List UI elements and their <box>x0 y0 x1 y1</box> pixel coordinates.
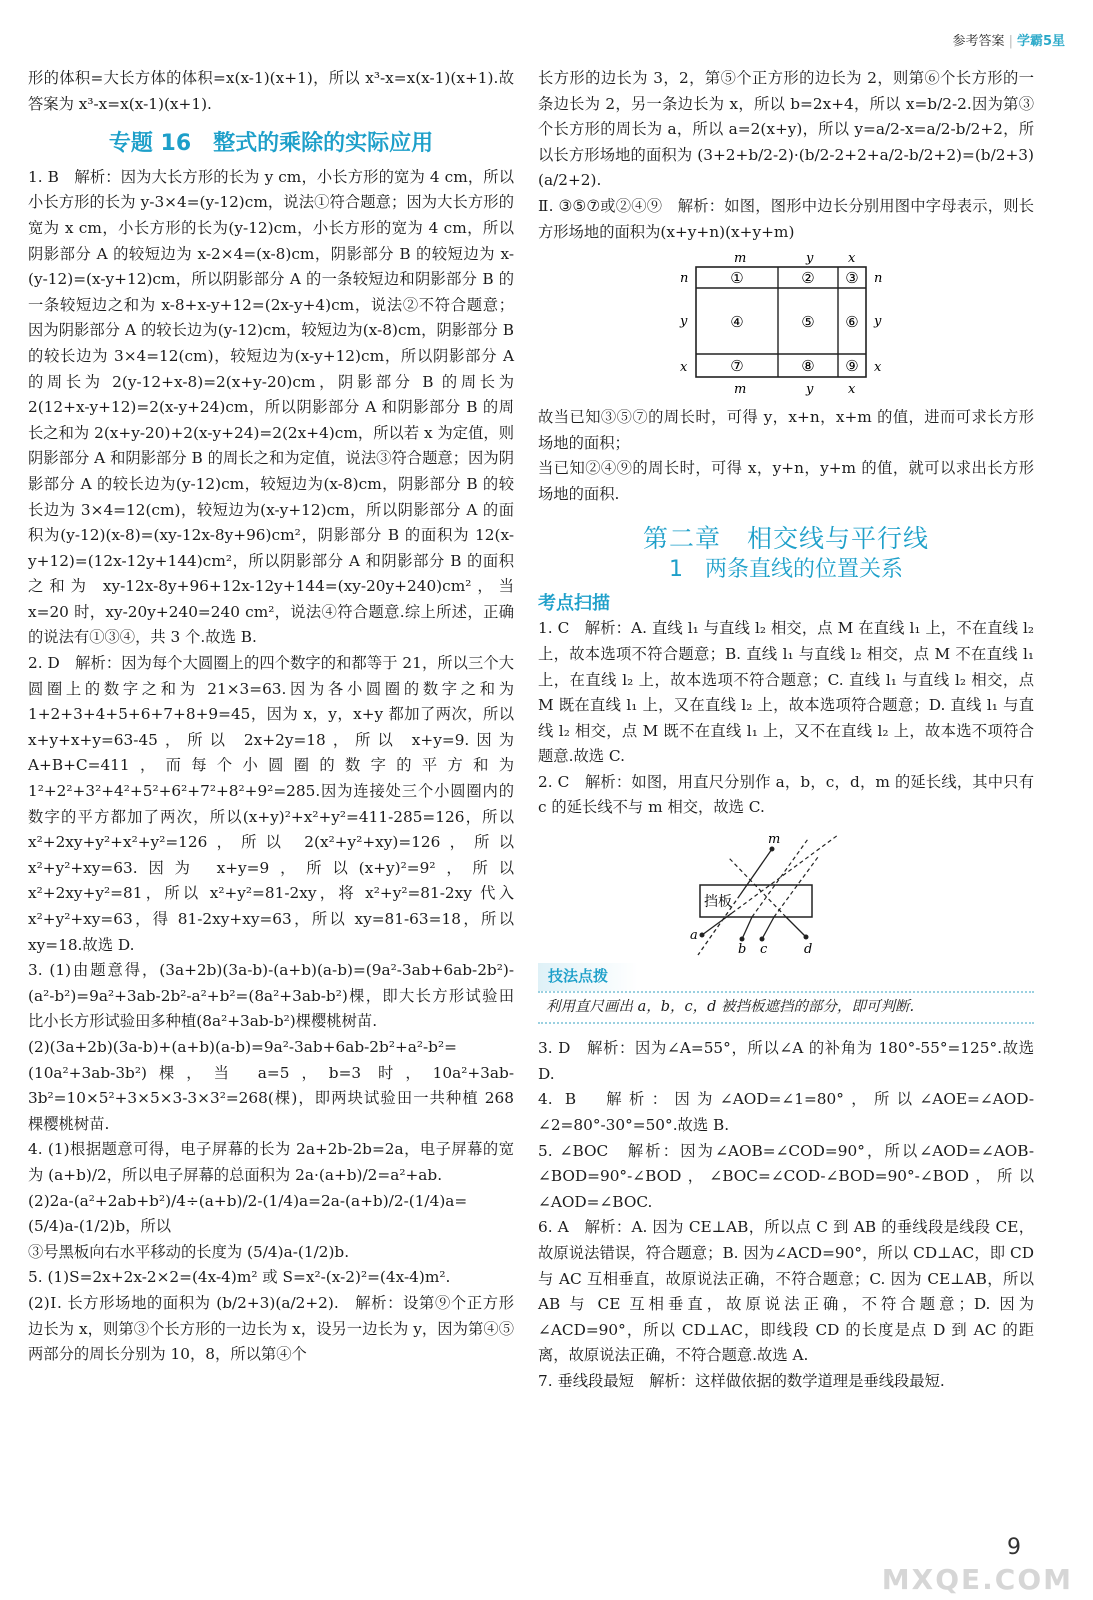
grid-figure <box>666 251 906 397</box>
grid-bottom-m: m <box>734 382 747 398</box>
grid-right-x: x <box>874 360 882 376</box>
answer-5-part-2: (2)Ⅰ. 长方形场地的面积为 (b/2+3)(a/2+2). 解析：设第⑨个正方形边长为 x，则第③个长方形的一边长为 x，设另一边长为 y，因为第④⑤两部分的周长分别为 10，8，所以第④个 <box>28 1293 514 1364</box>
chapter-title: 第二章 相交线与平行线 <box>642 523 929 553</box>
exam-points-heading: 考点扫描 <box>538 592 610 614</box>
fig-label-m: m <box>768 832 781 848</box>
technique-tip <box>538 963 1034 1024</box>
answer-r5: 5. ∠BOC 解析：因为∠AOB=∠COD=90°，所以∠AOD=∠AOB-∠BOD=90°-∠BOD，∠BOC=∠COD-∠BOD=90°-∠BOD，所以∠AOD=∠BOC. <box>538 1141 1034 1211</box>
intro-text: 形的体积=大长方体的体积=x(x-1)(x+1)，所以 x³-x=x(x-1)(x+1).故答案为 x³-x=x(x-1)(x+1). <box>28 69 514 113</box>
answer-2: 2. D 解析：因为每个大圆圈上的四个数字的和都等于 21，所以三个大圆圈上的数字之和为 21×3=63.因为各小圆圈的数字之和为 1+2+3+4+5+6+7+8+9=45，因为 x，y，x+y 都加了两次，所以 x+y+x+y=63-45，所以 2x+2y=18，所以 x+y=9.因为 A+B+C=411，而每个小圆圈的数字的平方和为 1²+2²+3²+4²+5²+6²+7²+8²+9²=285.因为连接处三个小圆圈内的数字的平方都加了两次，所以(x+y)²+x²+y²=411-285=126，所以 x²+2xy+y²+x²+y²=126，所以 2(x²+y²+xy)=126，所以 x²+y²+xy=63.因为 x+y=9，所以(x+y)²=9²，所以 x²+2xy+y²=81，所以 x²+y²=81-2xy，将 x²+y²=81-2xy 代入 x²+y²+xy=63，得 81-2xy+xy=63，所以 xy=81-63=18，所以 xy=18.故选 D. <box>28 654 514 954</box>
grid-left-x: x <box>680 360 688 376</box>
grid-cell-5: ⑤ <box>801 313 815 332</box>
grid-cell-7: ⑦ <box>730 357 744 376</box>
baffle-figure <box>688 827 868 957</box>
answer-5-part-II: Ⅱ. ③⑤⑦或②④⑨ 解析：如图，图形中边长分别用图中字母表示，则长方形场地的面积为(x+y+n)(x+y+m) <box>538 196 1034 241</box>
answer-5-part-1: 5. (1)S=2x+2x-2×2=(4x-4)m² 或 S=x²-(x-2)²=(4x-4)m². <box>28 1268 451 1287</box>
answer-5-continued: 长方形的边长为 3，2，第⑤个正方形的边长为 2，则第⑥个长方形的一条边长为 2，另一条边长为 x，所以 b=2x+4，所以 x=b/2-2.因为第③个长方形的周长为 a，所以 a=2(x+y)，所以 y=a/2-x=a/2-b/2+2，所以长方形场地的面积为 (3+2+b/2-2)·(b/2-2+2+a/2-b/2+2)=(b/2+3)(a/2+2). <box>538 69 1034 190</box>
answer-r2: 2. C 解析：如图，用直尺分别作 a，b，c，d，m 的延长线，其中只有 c 的延长线不与 m 相交，故选 C. <box>538 772 1034 817</box>
grid-left-y: y <box>680 314 688 330</box>
answer-r7: 7. 垂线段最短 解析：这样做依据的数学道理是垂线段最短. <box>538 1371 945 1390</box>
baffle-label: 挡板 <box>704 894 732 911</box>
grid-cell-3: ③ <box>845 269 859 288</box>
answer-3-part-1: 3. (1)由题意得，(3a+2b)(3a-b)-(a+b)(a-b)=(9a²-3ab+6ab-2b²)-(a²-b²)=9a²+3ab-2b²-a²+b²=(8a²+3ab-b²)棵，即大长方形试验田比小长方形试验田多种植(8a²+3ab-b²)棵樱桃树苗. <box>28 961 514 1031</box>
header-label: 参考答案 <box>952 34 1005 49</box>
left-column <box>28 66 514 1368</box>
fig-label-b: b <box>738 942 747 958</box>
page-header <box>953 30 1065 49</box>
answer-4-part-2: (2)2a-(a²+2ab+b²)/4÷(a+b)/2-(1/4)a=2a-(a+b)/2-(1/4)a=(5/4)a-(1/2)b，所以 <box>28 1191 468 1236</box>
fig-label-d: d <box>804 942 813 958</box>
grid-bottom-y: y <box>806 382 814 398</box>
grid-cell-8: ⑧ <box>801 357 815 376</box>
right-column <box>538 66 1034 1395</box>
answer-5-conclusion-2: 当已知②④⑨的周长时，可得 x，y+n，y+m 的值，就可以求出长方形场地的面积. <box>538 459 1034 503</box>
answer-3-part-2: (2)(3a+2b)(3a-b)+(a+b)(a-b)=9a²-3ab+6ab-2b²+a²-b²=(10a²+3ab-3b²)棵，当 a=5，b=3 时，10a²+3ab-3b²=10×5²+3×5×3-3×3²=268(棵)，即两块试验田一共种植 268 棵樱桃树苗. <box>28 1037 514 1133</box>
grid-top-y: y <box>806 251 814 267</box>
answer-r3: 3. D 解析：因为∠A=55°，所以∠A 的补角为 180°-55°=125°.故选 D. <box>538 1039 1034 1083</box>
grid-cell-1: ① <box>730 269 744 288</box>
grid-cell-4: ④ <box>730 313 744 332</box>
section-title: 1 两条直线的位置关系 <box>669 557 903 583</box>
grid-top-x: x <box>848 251 856 267</box>
answer-4-part-1: 4. (1)根据题意可得，电子屏幕的长为 2a+2b-2b=2a，电子屏幕的宽为 (a+b)/2，所以电子屏幕的总面积为 2a·(a+b)/2=a²+ab. <box>28 1140 514 1184</box>
grid-left-n: n <box>680 271 689 287</box>
watermark: MXQE.COM <box>881 1563 1073 1596</box>
answer-1: 1. B 解析：因为大长方形的长为 y cm，小长方形的宽为 4 cm，所以小长方形的长为 y-3×4=(y-12)cm，说法①符合题意；因为大长方形的宽为 x cm，小长方形的长为(y-12)cm，小长方形的宽为 4 cm，所以阴影部分 A 的较短边为 x-2×4=(x-8)cm，阴影部分 B 的较短边为 x-(y-12)=(x-y+12)cm，所以阴影部分 A 的一条较短边和阴影部分 B 的一条较短边之和为 x-8+x-y+12=(2x-y+4)cm，说法②不符合题意；因为阴影部分 A 的较长边为(y-12)cm，较短边为(x-8)cm，阴影部分 B 的较长边为 3×4=12(cm)，较短边为(x-y+12)cm，所以阴影部分 A 的周长为 2(y-12+x-8)=2(x+y-20)cm，阴影部分 B 的周长为 2(12+x-y+12)=2(x-y+24)cm，所以阴影部分 A 和阴影部分 B 的周长之和为 2(x+y-20)+2(x-y+24)=2(2x+4)cm，所以若 x 为定值，则阴影部分 A 和阴影部分 B 的周长之和为定值，说法③符合题意；因为阴影部分 A 的较长边为(y-12)cm，较短边为(x-8)cm，阴影部分 B 的较长边为 3×4=12(cm)，较短边为(x-y+12)cm，所以阴影部分 A 的面积为(y-12)(x-8)=(xy-12x-8y+96)cm²，阴影部分 B 的面积为 12(x-y+12)=(12x-12y+144)cm²，所以阴影部分 A 和阴影部分 B 的面积之和为 xy-12x-8y+96+12x-12y+144=(xy-20y+240)cm²，当 x=20 时，xy-20y+240=240 cm²，说法④符合题意.综上所述，正确的说法有①③④，共 3 个.故选 B. <box>28 167 514 647</box>
answer-r4: 4. B 解析：因为∠AOD=∠1=80°，所以∠AOE=∠AOD-∠2=80°-30°=50°.故选 B. <box>538 1090 1034 1135</box>
answer-4-part-3: ③号黑板向右水平移动的长度为 (5/4)a-(1/2)b. <box>28 1242 350 1261</box>
grid-bottom-x: x <box>848 382 856 398</box>
header-brand: 学霸5星 <box>1016 34 1065 49</box>
grid-top-m: m <box>734 251 747 267</box>
answer-r1: 1. C 解析：A. 直线 l₁ 与直线 l₂ 相交，点 M 在直线 l₁ 上，不在直线 l₂ 上，故本选项不符合题意；B. 直线 l₁ 与直线 l₂ 相交，点 M 不在直线 l₁ 上，在直线 l₂ 上，故本选项不符合题意；C. 直线 l₁ 与直线 l₂ 相交，点 M 既在直线 l₁ 上，又在直线 l₂ 上，故本选项符合题意；D. 直线 l₁ 与直线 l₂ 相交，点 M 既不在直线 l₁ 上，又不在直线 l₂ 上，故本选不项符合题意.故选 C. <box>538 619 1034 766</box>
grid-right-y: y <box>874 314 882 330</box>
grid-right-n: n <box>874 271 883 287</box>
answer-5-conclusion-1: 故当已知③⑤⑦的周长时，可得 y，x+n，x+m 的值，进而可求长方形场地的面积； <box>538 408 1034 452</box>
answer-r6: 6. A 解析：A. 因为 CE⊥AB，所以点 C 到 AB 的垂线段是线段 CE，故原说法错误，符合题意；B. 因为∠ACD=90°，所以 CD⊥AC，即 CD 与 AC 互相垂直，故原说法正确，不符合题意；C. 因为 CE⊥AB，所以 AB 与 CE 互相垂直，故原说法正确，不符合题意；D. 因为∠ACD=90°，所以 CD⊥AC，即线段 CD 的长度是点 D 到 AC 的距离，故原说法正确，不符合题意.故选 A. <box>538 1218 1034 1365</box>
tip-title: 技法点拨 <box>538 963 638 991</box>
grid-cell-9: ⑨ <box>845 357 859 376</box>
grid-cell-2: ② <box>801 269 815 288</box>
header-separator: | <box>1008 34 1013 49</box>
topic-heading: 专题 16 整式的乘除的实际应用 <box>108 131 434 157</box>
tip-body: 利用直尺画出 a，b，c，d 被挡板遮挡的部分，即可判断. <box>538 991 1034 1025</box>
fig-label-a: a <box>690 928 698 944</box>
fig-label-c: c <box>760 942 768 958</box>
grid-cell-6: ⑥ <box>845 313 859 332</box>
page-number: 9 <box>1007 1535 1021 1560</box>
